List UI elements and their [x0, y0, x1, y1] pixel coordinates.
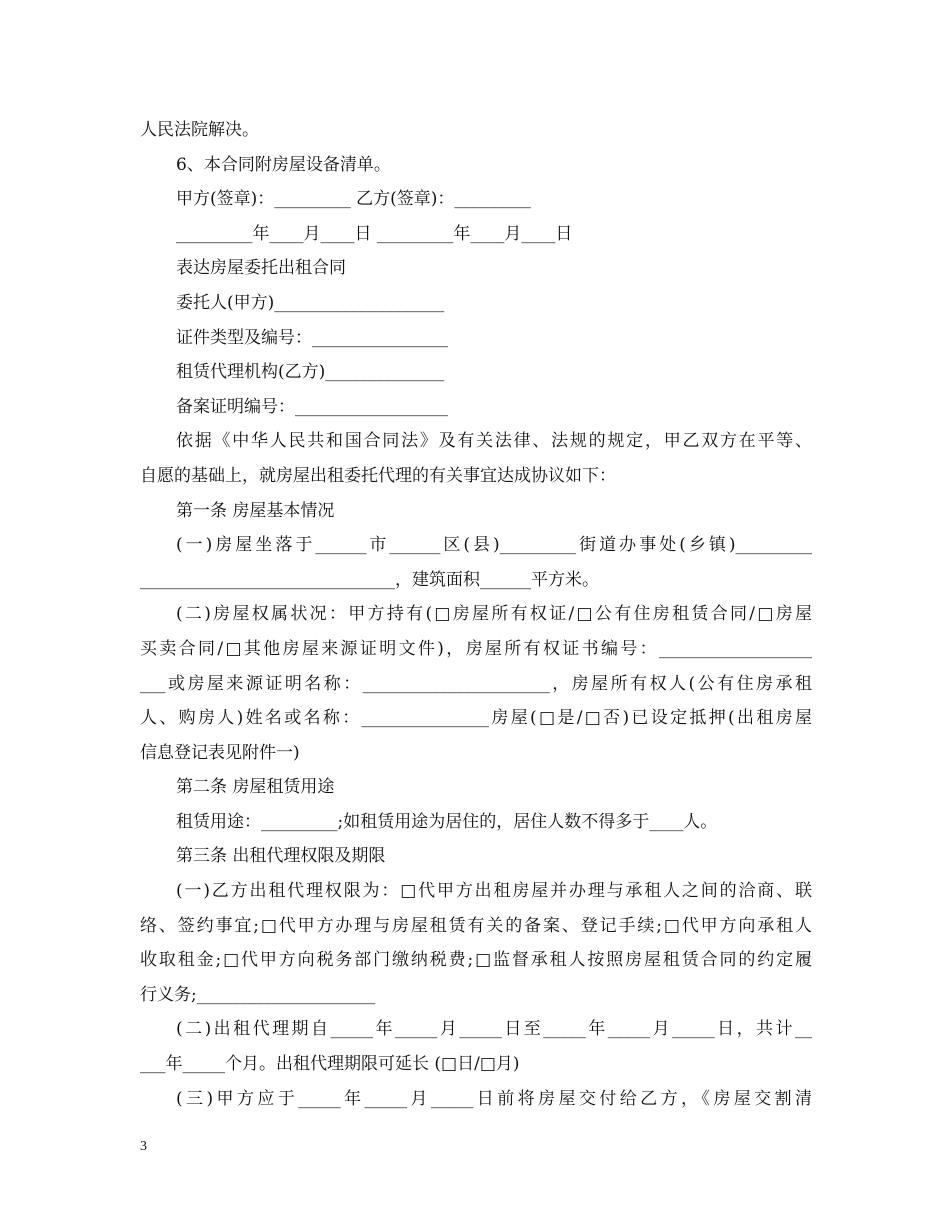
text-line: (二)房屋权属状况：甲方持有(□房屋所有权证/□公有住房租赁合同/□房屋 [176, 604, 812, 625]
text-line: 第二条 房屋租赁用途 [176, 777, 335, 798]
text-line: 行义务;_____________________ [140, 984, 376, 1005]
text-line: 人、购房人)姓名或名称：_______________房屋(□是/□否)已设定抵押(出租房屋 [140, 708, 812, 729]
text-line: (一)乙方出租代理权限为：□代甲方出租房屋并办理与承租人之间的洽商、联 [176, 881, 812, 902]
text-line: 甲方(签章)：_________ 乙方(签章)：_________ [176, 189, 531, 210]
text-line: (二)出租代理期自_____年_____月_____日至_____年_____月_____日，共计__ [176, 1019, 812, 1040]
text-line: ______________________________，建筑面积______平方米。 [140, 569, 599, 590]
text-line: 备案证明编号：__________________ [176, 396, 448, 417]
text-line: 表达房屋委托出租合同 [176, 258, 346, 279]
text-line: _________年____月____日 _________年____月____日 [176, 223, 573, 244]
text-line: 租赁用途：_________;如租赁用途为居住的，居住人数不得多于____人。 [176, 811, 718, 832]
text-line: 6、本合同附房屋设备清单。 [176, 154, 391, 175]
text-line: 第一条 房屋基本情况 [176, 500, 335, 521]
text-line: 自愿的基础上，就房屋出租委托代理的有关事宜达成协议如下： [140, 465, 616, 486]
text-line: 信息登记表见附件一) [140, 742, 300, 763]
text-line: 证件类型及编号：________________ [176, 327, 448, 348]
text-line: 委托人(甲方)____________________ [176, 292, 445, 313]
text-line: 络、签约事宜;□代甲方办理与房屋租赁有关的备案、登记手续;□代甲方向承租人 [140, 915, 812, 936]
text-line: ___年_____个月。出租代理期限可延长 (□日/□月) [140, 1054, 520, 1075]
text-line: 第三条 出租代理权限及期限 [176, 846, 386, 867]
text-line: (一)房屋坐落于______市______区(县)_________街道办事处(乡镇)_________ [176, 535, 812, 556]
text-line: ___或房屋来源证明名称：______________________，房屋所有权人(公有住房承租 [140, 673, 812, 694]
page-number: 3 [140, 1139, 147, 1154]
text-line: 人民法院解决。 [140, 120, 259, 140]
text-line: 租赁代理机构(乙方)______________ [176, 362, 445, 383]
text-line: (三)甲方应于_____年_____月_____日前将房屋交付给乙方，《房屋交割清 [176, 1088, 812, 1109]
text-line: 依据《中华人民共和国合同法》及有关法律、法规的规定，甲乙双方在平等、 [176, 431, 812, 452]
text-line: 买卖合同/□其他房屋来源证明文件)，房屋所有权证书编号：__________________ [140, 638, 812, 659]
contract-text-body [140, 113, 812, 1116]
text-line: 收取租金;□代甲方向税务部门缴纳税费;□监督承租人按照房屋租赁合同的约定履 [140, 950, 812, 971]
